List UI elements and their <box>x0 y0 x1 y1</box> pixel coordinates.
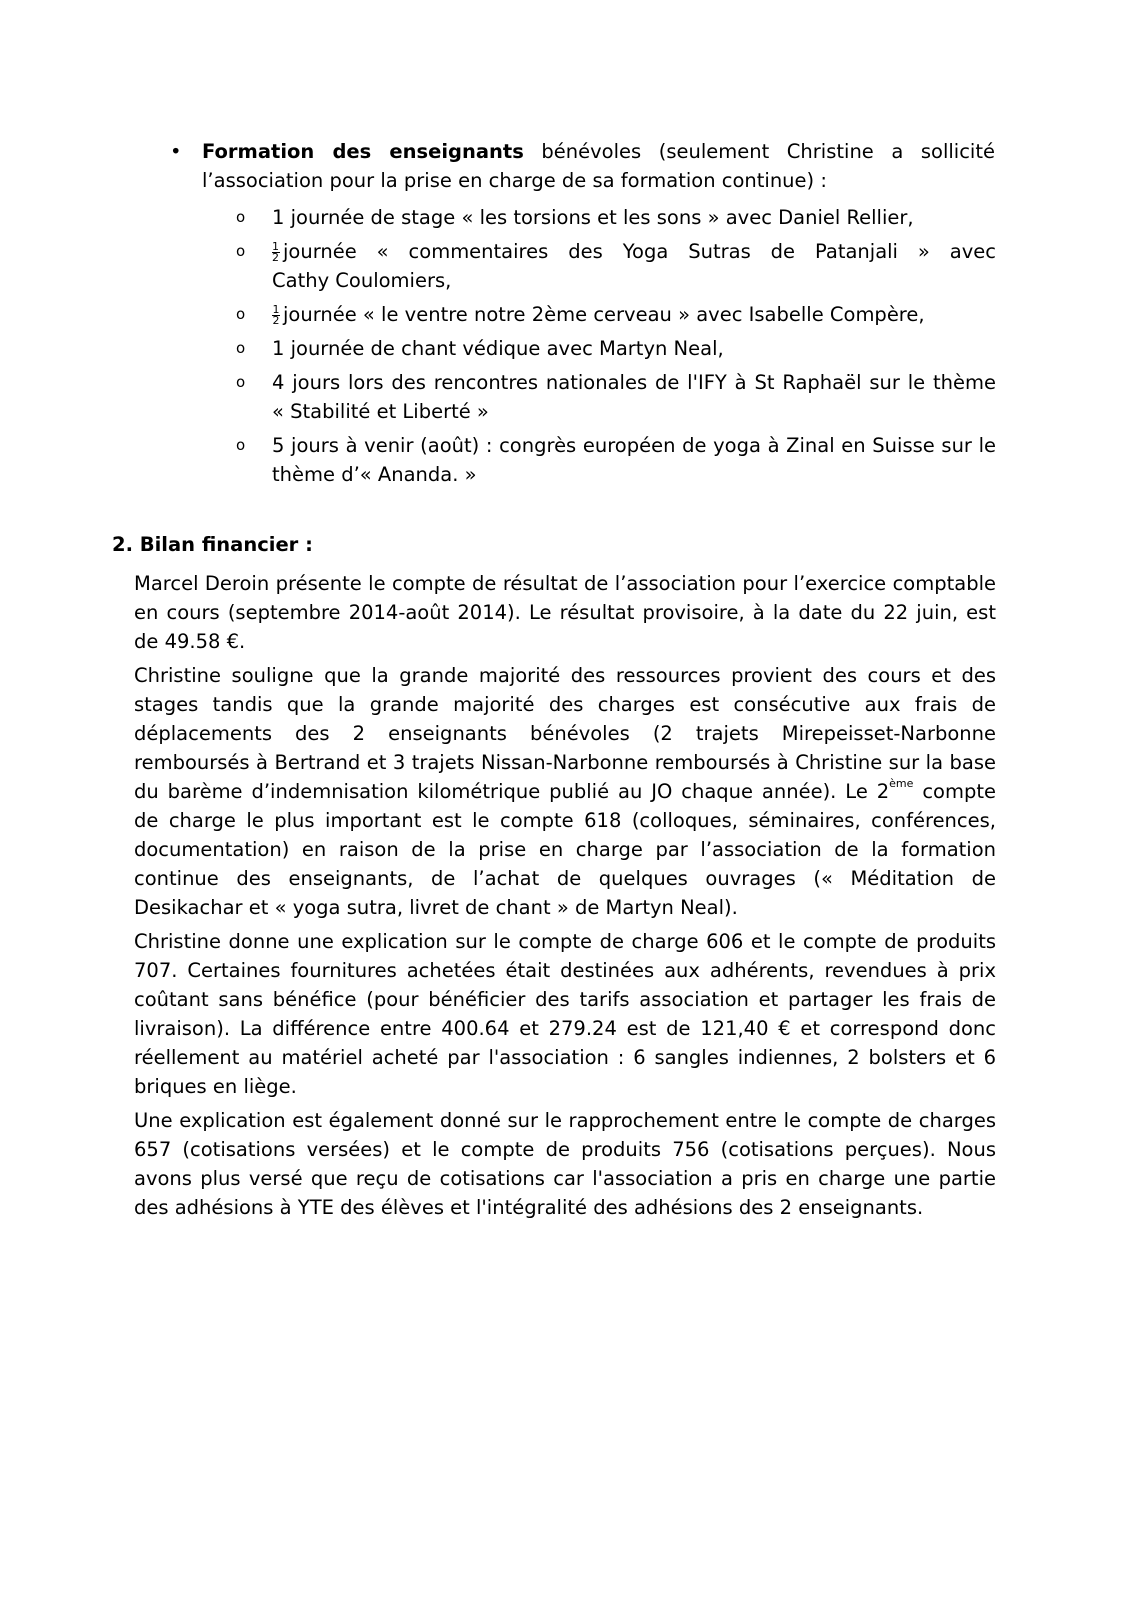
training-list <box>236 203 996 494</box>
list-item-text-rest: Cathy Coulomiers, <box>272 269 452 292</box>
list-marker: o <box>236 339 246 357</box>
superscript: ème <box>889 777 914 790</box>
bullet-line1: bénévoles (seulement Christine a sollicité <box>523 140 995 163</box>
list-item-text-rest: « Stabilité et Liberté » <box>272 400 489 423</box>
bullet-marker: • <box>170 140 182 163</box>
list-item <box>236 300 996 329</box>
half-fraction <box>272 305 280 326</box>
paragraph-charges <box>134 661 996 922</box>
paragraph-text: Christine souligne que la grande majorité des ressources provient des cours et des stages tandis que la grande majorité des charges est consécutive aux frais de déplacements des 2 enseignants bénévoles (2 trajets Mirepeisset-Narbonne remboursés à Bertrand et 3 trajets Nissan-Narbonne remboursés à Christine sur la base du barème d’indemnisation kilométrique publié au JO chaque année). Le 2 <box>134 664 996 803</box>
fraction-denominator: 2 <box>272 314 280 327</box>
list-marker: o <box>236 242 246 260</box>
list-item-text: 5 jours à venir (août) : congrès européen de yoga à Zinal en Suisse sur le <box>272 434 996 457</box>
section-heading: 2. Bilan financier : <box>112 533 313 556</box>
list-item-text: 1 journée de chant védique avec Martyn Neal, <box>272 337 724 360</box>
list-item-text: 4 jours lors des rencontres nationales de l'IFY à St Raphaël sur le thème <box>272 371 996 394</box>
paragraph-resultat: Marcel Deroin présente le compte de résultat de l’association pour l’exercice comptable en cours (septembre 2014-août 2014). Le résultat provisoire, à la date du 22 juin, est de 49.58 €. <box>134 572 996 653</box>
list-marker: o <box>236 305 246 323</box>
list-item <box>236 237 996 295</box>
fraction-denominator: 2 <box>272 251 279 264</box>
paragraph-text-cont: compte de charge le plus important est le compte 618 (colloques, séminaires, conférences, documentation) en raison de la prise en charge par l’association de la formation continue des enseignants, de l’achat de quelques ouvrages (« Méditation de Desikachar et « yoga sutra, livret de chant » de Martyn Neal). <box>134 780 996 919</box>
list-item <box>236 334 996 363</box>
bullet-text <box>202 137 995 195</box>
list-item <box>236 203 996 232</box>
paragraph-fournitures: Christine donne une explication sur le compte de charge 606 et le compte de produits 707. Certaines fournitures achetées était destinées aux adhérents, revendues à prix coûtant sans bénéfice (pour bénéficier des tarifs association et partager les frais de livraison). La différence entre 400.64 et 279.24 est de 121,40 € et correspond donc réellement au matériel acheté par l'association : 6 sangles indiennes, 2 bolsters et 6 briques en liège. <box>134 930 996 1098</box>
list-marker: o <box>236 208 246 226</box>
bullet-formation <box>170 137 995 195</box>
list-item-text-rest: thème d’« Ananda. » <box>272 463 477 486</box>
list-item-text: 1 journée de stage « les torsions et les sons » avec Daniel Rellier, <box>272 206 914 229</box>
list-item-first-line <box>272 237 996 266</box>
fraction-numerator: 1 <box>272 240 279 253</box>
fraction-numerator: 1 <box>272 303 280 316</box>
bullet-first-line <box>202 137 995 166</box>
list-item-text: journée « le ventre notre 2ème cerveau » avec Isabelle Compère, <box>283 303 925 326</box>
list-item <box>236 368 996 426</box>
half-fraction <box>272 242 280 263</box>
list-marker: o <box>236 436 246 454</box>
paragraph-cotisations: Une explication est également donné sur le rapprochement entre le compte de charges 657 (cotisations versées) et le compte de produits 756 (cotisations perçues). Nous avons plus versé que reçu de cotisations car l'association a pris en charge une partie des adhésions à YTE des élèves et l'intégralité des adhésions des 2 enseignants. <box>134 1109 996 1219</box>
list-item <box>236 431 996 489</box>
section-body <box>134 569 996 1227</box>
bullet-lead: Formation des enseignants <box>202 140 524 163</box>
list-item-text: journée « commentaires des Yoga Sutras de Patanjali » avec <box>283 240 996 263</box>
list-marker: o <box>236 373 246 391</box>
bullet-line2: l’association pour la prise en charge de sa formation continue) : <box>202 169 827 192</box>
